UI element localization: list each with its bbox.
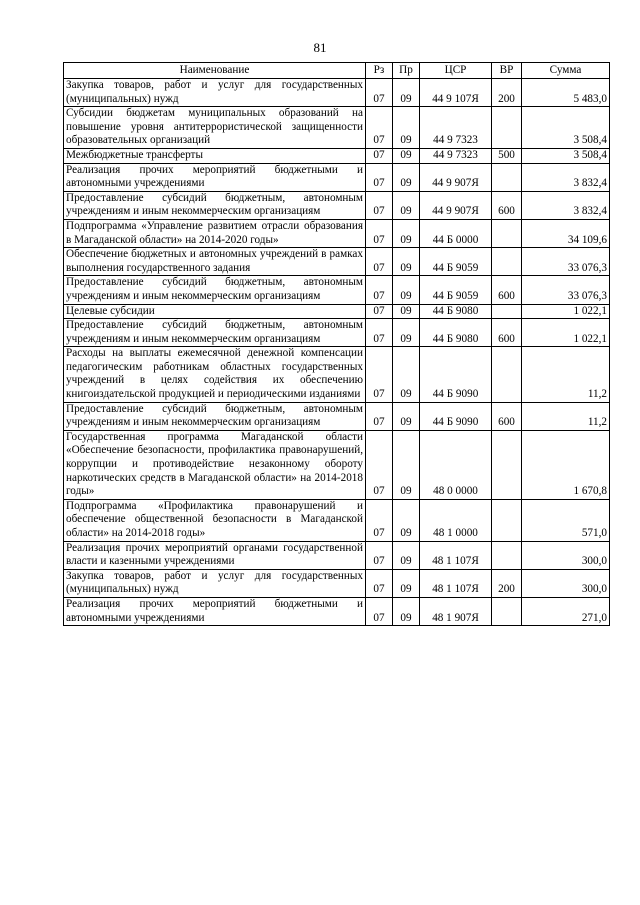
table-row [64,347,610,402]
cell-vr: 600 [492,276,522,304]
cell-sum: 11,2 [522,402,610,430]
cell-pr: 09 [393,569,420,597]
cell-vr: 200 [492,79,522,107]
cell-vr: 600 [492,319,522,347]
cell-vr [492,163,522,191]
cell-name: Предоставление субсидий бюджетным, автономным учреждениям и иным некоммерческим организациям [64,276,366,304]
cell-sum: 34 109,6 [522,219,610,247]
cell-name: Закупка товаров, работ и услуг для государственных (муниципальных) нужд [64,79,366,107]
table-row [64,304,610,319]
cell-csr: 44 Б 9090 [420,347,492,402]
cell-pr: 09 [393,319,420,347]
cell-name: Подпрограмма «Профилактика правонарушений и обеспечение общественной безопасности в Магаданской области» на 2014-2018 годы» [64,499,366,541]
cell-name: Расходы на выплаты ежемесячной денежной компенсации педагогическим работникам областных государственных учреждений в целях содействия их обеспечению книгоиздательской продукцией и периодическими изданиями [64,347,366,402]
cell-rz: 07 [366,219,393,247]
cell-vr [492,347,522,402]
table-row [64,248,610,276]
cell-csr: 48 1 107Я [420,541,492,569]
cell-vr [492,499,522,541]
header-sum: Сумма [522,63,610,79]
table-row [64,430,610,499]
cell-rz: 07 [366,569,393,597]
table-header-row [64,63,610,79]
cell-pr: 09 [393,163,420,191]
cell-vr [492,597,522,625]
cell-pr: 09 [393,148,420,163]
cell-pr: 09 [393,219,420,247]
cell-name: Реализация прочих мероприятий бюджетными и автономными учреждениями [64,597,366,625]
table-row [64,148,610,163]
table-row [64,597,610,625]
cell-csr: 44 Б 9059 [420,248,492,276]
cell-sum: 1 022,1 [522,319,610,347]
cell-csr: 44 Б 9080 [420,319,492,347]
cell-name: Предоставление субсидий бюджетным, автономным учреждениям и иным некоммерческим организациям [64,191,366,219]
cell-rz: 07 [366,163,393,191]
cell-pr: 09 [393,248,420,276]
cell-rz: 07 [366,499,393,541]
table-row [64,79,610,107]
cell-sum: 271,0 [522,597,610,625]
header-name: Наименование [64,63,366,79]
cell-vr [492,107,522,149]
cell-rz: 07 [366,304,393,319]
cell-name: Предоставление субсидий бюджетным, автономным учреждениям и иным некоммерческим организациям [64,402,366,430]
cell-sum: 1 022,1 [522,304,610,319]
cell-sum: 300,0 [522,541,610,569]
cell-rz: 07 [366,79,393,107]
cell-name: Реализация прочих мероприятий органами государственной власти и казенными учреждениями [64,541,366,569]
cell-pr: 09 [393,597,420,625]
cell-name: Государственная программа Магаданской области «Обеспечение безопасности, профилактика правонарушений, коррупции и противодействие незаконному обороту наркотических средств в Магаданской области» на 2014-2018 годы» [64,430,366,499]
cell-rz: 07 [366,248,393,276]
table-row [64,191,610,219]
cell-csr: 44 9 907Я [420,163,492,191]
cell-sum: 33 076,3 [522,276,610,304]
cell-csr: 44 9 7323 [420,148,492,163]
cell-csr: 44 Б 9080 [420,304,492,319]
cell-vr [492,248,522,276]
cell-sum: 300,0 [522,569,610,597]
table-row [64,163,610,191]
cell-rz: 07 [366,107,393,149]
cell-rz: 07 [366,191,393,219]
cell-sum: 3 508,4 [522,148,610,163]
cell-pr: 09 [393,430,420,499]
cell-rz: 07 [366,541,393,569]
header-rz: Рз [366,63,393,79]
cell-vr [492,430,522,499]
cell-name: Предоставление субсидий бюджетным, автономным учреждениям и иным некоммерческим организациям [64,319,366,347]
cell-vr: 500 [492,148,522,163]
cell-csr: 44 Б 9090 [420,402,492,430]
table-row [64,219,610,247]
table-row [64,319,610,347]
cell-rz: 07 [366,402,393,430]
cell-csr: 48 1 0000 [420,499,492,541]
cell-csr: 44 9 907Я [420,191,492,219]
cell-pr: 09 [393,276,420,304]
cell-pr: 09 [393,499,420,541]
cell-sum: 5 483,0 [522,79,610,107]
cell-sum: 3 832,4 [522,163,610,191]
header-vr: ВР [492,63,522,79]
cell-vr: 600 [492,191,522,219]
cell-vr [492,304,522,319]
cell-pr: 09 [393,191,420,219]
cell-sum: 571,0 [522,499,610,541]
cell-sum: 11,2 [522,347,610,402]
cell-rz: 07 [366,347,393,402]
cell-pr: 09 [393,304,420,319]
cell-name: Закупка товаров, работ и услуг для государственных (муниципальных) нужд [64,569,366,597]
cell-name: Подпрограмма «Управление развитием отрасли образования в Магаданской области» на 2014-2020 годы» [64,219,366,247]
cell-sum: 1 670,8 [522,430,610,499]
cell-rz: 07 [366,276,393,304]
cell-pr: 09 [393,541,420,569]
cell-vr: 600 [492,402,522,430]
table-row [64,276,610,304]
cell-pr: 09 [393,79,420,107]
budget-table [63,62,610,626]
table-row [64,402,610,430]
cell-csr: 44 9 107Я [420,79,492,107]
cell-name: Межбюджетные трансферты [64,148,366,163]
cell-vr [492,219,522,247]
table-row [64,541,610,569]
cell-name: Субсидии бюджетам муниципальных образований на повышение уровня антитеррористической защищенности образовательных организаций [64,107,366,149]
header-pr: Пр [393,63,420,79]
cell-sum: 3 508,4 [522,107,610,149]
cell-csr: 48 1 907Я [420,597,492,625]
cell-pr: 09 [393,402,420,430]
cell-csr: 44 Б 0000 [420,219,492,247]
cell-rz: 07 [366,319,393,347]
table-row [64,499,610,541]
cell-csr: 44 9 7323 [420,107,492,149]
header-csr: ЦСР [420,63,492,79]
cell-rz: 07 [366,597,393,625]
table-row [64,107,610,149]
cell-name: Реализация прочих мероприятий бюджетными и автономными учреждениями [64,163,366,191]
cell-rz: 07 [366,148,393,163]
cell-csr: 44 Б 9059 [420,276,492,304]
cell-sum: 33 076,3 [522,248,610,276]
table-body [64,79,610,626]
cell-csr: 48 0 0000 [420,430,492,499]
cell-rz: 07 [366,430,393,499]
cell-vr [492,541,522,569]
cell-sum: 3 832,4 [522,191,610,219]
cell-vr: 200 [492,569,522,597]
page-number: 81 [313,40,327,55]
cell-pr: 09 [393,347,420,402]
cell-pr: 09 [393,107,420,149]
table-row [64,569,610,597]
cell-name: Целевые субсидии [64,304,366,319]
cell-csr: 48 1 107Я [420,569,492,597]
cell-name: Обеспечение бюджетных и автономных учреждений в рамках выполнения государственного задания [64,248,366,276]
